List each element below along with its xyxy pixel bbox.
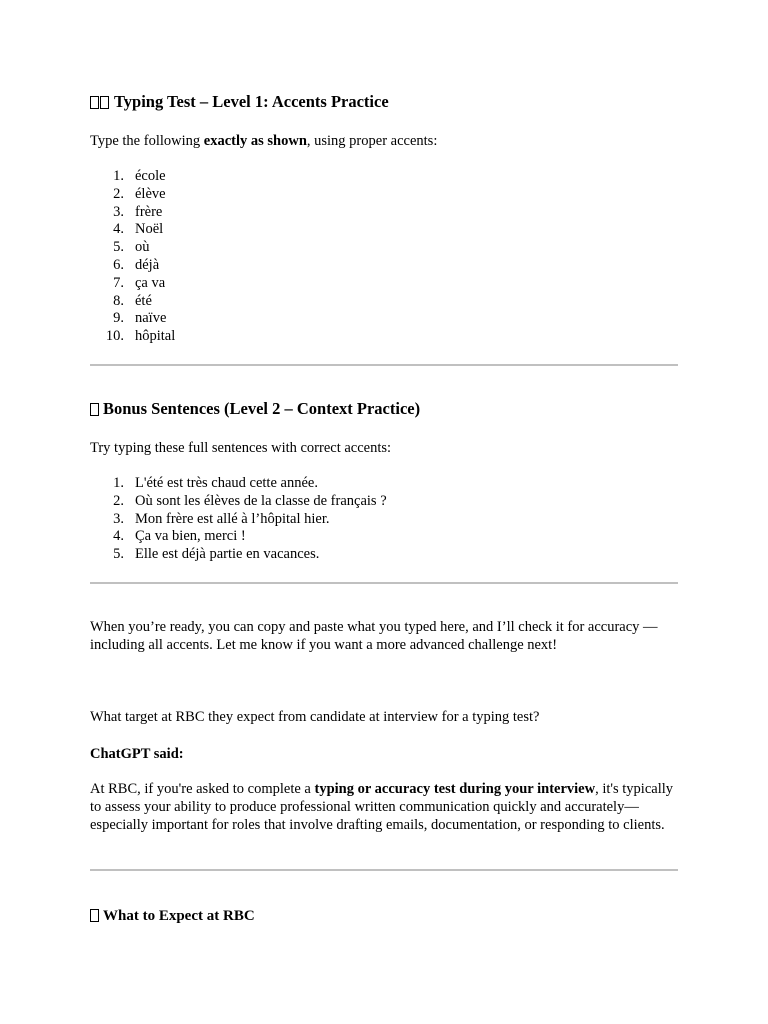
list-item: 5. où (113, 239, 150, 256)
list-item: 2. élève (113, 185, 166, 202)
section-1-title: Typing Test – Level 1: Accents Practice (114, 92, 389, 111)
list-item: 1. école (113, 168, 166, 184)
list-item: 6. déjà (113, 256, 160, 273)
list-item: 7. ça va (113, 274, 166, 291)
answer-paragraph: At RBC, if you're asked to complete a typing or accuracy test during your interview, it's typically to assess your ability to produce professional written communication quickly and accurately—especially important for roles that involve drafting emails, documentation, or responding to clients. (90, 781, 674, 833)
list-item: 4. Ça va bien, merci ! (113, 528, 246, 545)
section-1-heading (90, 93, 389, 111)
section-1-intro: Type the following exactly as shown, using proper accents: (90, 133, 438, 149)
divider (90, 582, 678, 584)
list-item: 5. Elle est déjà partie en vacances. (113, 546, 320, 563)
intro-emphasis: exactly as shown (203, 133, 307, 149)
list-item: 4. Noël (113, 221, 164, 238)
list-item: 10. hôpital (105, 328, 176, 345)
answer-emphasis: typing or accuracy test during your interview (314, 781, 596, 797)
list-item: 1. L'été est très chaud cette année. (113, 475, 318, 491)
check-icon (90, 909, 99, 922)
section-3-heading (90, 907, 255, 925)
keyboard-icon (90, 96, 99, 109)
closing-paragraph: When you’re ready, you can copy and paste what you typed here, and I’ll check it for accuracy — including all accents. Let me know if you want a more advanced challenge next! (90, 619, 658, 653)
sentence-list (90, 475, 387, 564)
section-2-intro: Try typing these full sentences with correct accents: (90, 440, 392, 456)
list-item: 8. été (113, 292, 152, 309)
section-3-title: What to Expect at RBC (103, 908, 255, 924)
assistant-label: ChatGPT said: (90, 746, 184, 762)
target-icon (90, 403, 99, 416)
accent-word-list (90, 168, 175, 346)
section-2-heading (90, 400, 420, 418)
divider (90, 869, 678, 871)
section-2-title: Bonus Sentences (Level 2 – Context Practice) (103, 399, 421, 418)
divider (90, 364, 678, 366)
list-item: 3. Mon frère est allé à l’hôpital hier. (113, 510, 330, 527)
user-question: What target at RBC they expect from candidate at interview for a typing test? (90, 709, 540, 725)
heading-icons (90, 92, 110, 111)
pencil-icon (100, 96, 109, 109)
list-item: 2. Où sont les élèves de la classe de français ? (113, 492, 387, 509)
list-item: 3. frère (113, 203, 163, 220)
list-item: 9. naïve (113, 310, 167, 327)
